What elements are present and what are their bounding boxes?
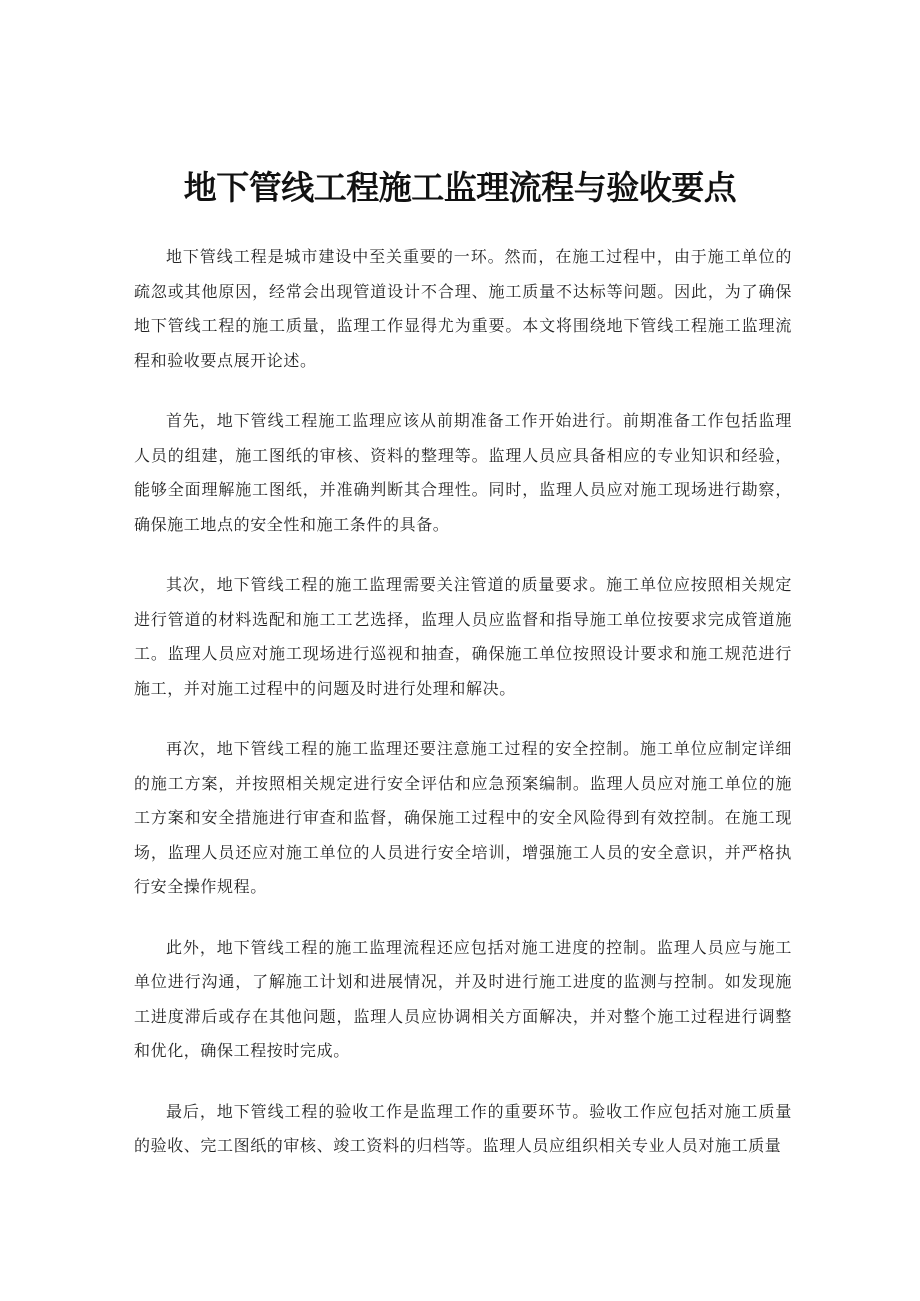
paragraph-quality: 其次，地下管线工程的施工监理需要关注管道的质量要求。施工单位应按照相关规定进行管道的材料选配和施工工艺选择，监理人员应监督和指导施工单位按要求完成管道施工。监理人员应对施工现场进行巡视和抽查，确保施工单位按照设计要求和施工规范进行施工，并对施工过程中的问题及时进行处理和解决。 bbox=[134, 575, 792, 698]
paragraph-schedule: 此外，地下管线工程的施工监理流程还应包括对施工进度的控制。监理人员应与施工单位进行沟通，了解施工计划和进展情况，并及时进行施工进度的监测与控制。如发现施工进度滞后或存在其他问题，监理人员应协调相关方面解决，并对整个施工过程进行调整和优化，确保工程按时完成。 bbox=[134, 937, 792, 1060]
paragraph-preparation: 首先，地下管线工程施工监理应该从前期准备工作开始进行。前期准备工作包括监理人员的组建，施工图纸的审核、资料的整理等。监理人员应具备相应的专业知识和经验，能够全面理解施工图纸，并准确判断其合理性。同时，监理人员应对施工现场进行勘察，确保施工地点的安全性和施工条件的具备。 bbox=[134, 411, 792, 534]
paragraph-safety: 再次，地下管线工程的施工监理还要注意施工过程的安全控制。施工单位应制定详细的施工方案，并按照相关规定进行安全评估和应急预案编制。监理人员应对施工单位的施工方案和安全措施进行审查和监督，确保施工过程中的安全风险得到有效控制。在施工现场，监理人员还应对施工单位的人员进行安全培训，增强施工人员的安全意识，并严格执行安全操作规程。 bbox=[134, 739, 792, 896]
paragraph-intro: 地下管线工程是城市建设中至关重要的一环。然而，在施工过程中，由于施工单位的疏忽或其他原因，经常会出现管道设计不合理、施工质量不达标等问题。因此，为了确保地下管线工程的施工质量，监理工作显得尤为重要。本文将围绕地下管线工程施工监理流程和验收要点展开论述。 bbox=[134, 247, 792, 370]
document-body bbox=[134, 240, 792, 1190]
paragraph-acceptance: 最后，地下管线工程的验收工作是监理工作的重要环节。验收工作应包括对施工质量的验收、完工图纸的审核、竣工资料的归档等。监理人员应组织相关专业人员对施工质量 bbox=[134, 1101, 792, 1155]
document-title: 地下管线工程施工监理流程与验收要点 bbox=[183, 168, 737, 207]
